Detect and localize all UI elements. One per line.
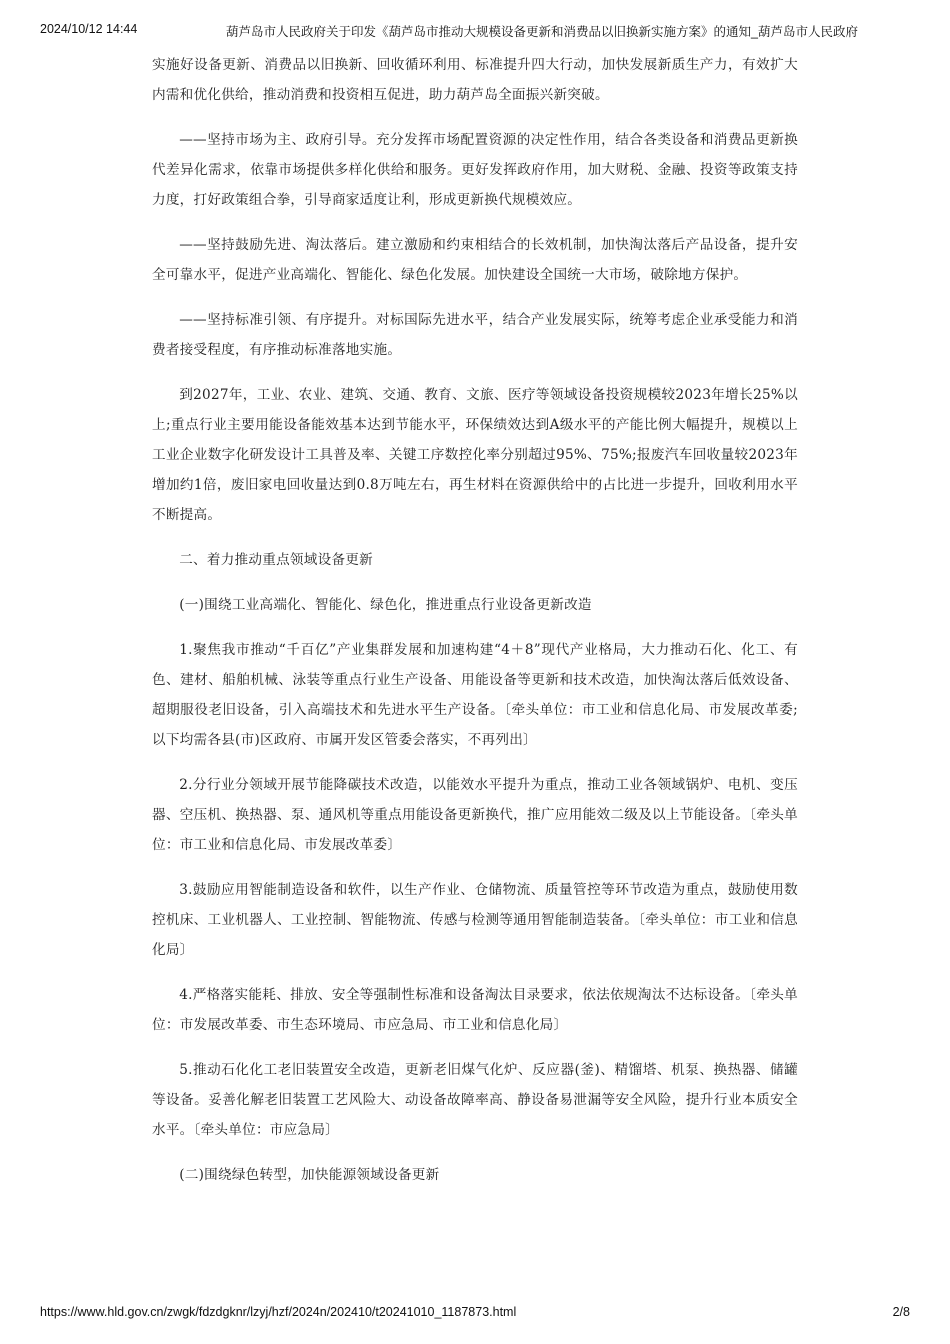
document-body: [152, 50, 798, 1205]
print-datetime: 2024/10/12 14:44: [40, 22, 138, 36]
list-item-1: 1.聚焦我市推动“千百亿”产业集群发展和加速构建“4＋8”现代产业格局，大力推动石化、化工、有色、建材、船舶机械、泳装等重点行业生产设备、用能设备等更新和技术改造，加快淘汰落后低效设备、超期服役老旧设备，引入高端技术和先进水平生产设备。〔牵头单位：市工业和信息化局、市发展改革委;以下均需各县(市)区政府、市属开发区管委会落实，不再列出〕: [152, 642, 798, 748]
list-item-2: 2.分行业分领域开展节能降碳技术改造，以能效水平提升为重点，推动工业各领域锅炉、电机、变压器、空压机、换热器、泵、通风机等重点用能设备更新换代，推广应用能效二级及以上节能设备。〔牵头单位：市工业和信息化局、市发展改革委〕: [152, 777, 798, 853]
paragraph-continuation: 实施好设备更新、消费品以旧换新、回收循环利用、标准提升四大行动，加快发展新质生产力，有效扩大内需和优化供给，推动消费和投资相互促进，助力葫芦岛全面振兴新突破。: [152, 57, 798, 103]
page-url: https://www.hld.gov.cn/zwgk/fdzdgknr/lzyj/hzf/2024n/202410/t20241010_1187873.html: [40, 1305, 517, 1319]
list-item-5: 5.推动石化化工老旧装置安全改造，更新老旧煤气化炉、反应器(釜)、精馏塔、机泵、换热器、储罐等设备。妥善化解老旧装置工艺风险大、动设备故障率高、静设备易泄漏等安全风险，提升行业本质安全水平。〔牵头单位：市应急局〕: [152, 1062, 798, 1138]
list-item-3: 3.鼓励应用智能制造设备和软件，以生产作业、仓储物流、质量管控等环节改造为重点，鼓励使用数控机床、工业机器人、工业控制、智能物流、传感与检测等通用智能制造装备。〔牵头单位：市工业和信息化局〕: [152, 882, 798, 958]
paragraph-goals-2027: 到2027年，工业、农业、建筑、交通、教育、文旅、医疗等领域设备投资规模较2023年增长25%以上;重点行业主要用能设备能效基本达到节能水平，环保绩效达到A级水平的产能比例大幅提升，规模以上工业企业数字化研发设计工具普及率、关键工序数控化率分别超过95%、75%;报废汽车回收量较2023年增加约1倍，废旧家电回收量达到0.8万吨左右，再生材料在资源供给中的占比进一步提升，回收利用水平不断提高。: [152, 387, 798, 523]
print-header: [40, 22, 910, 42]
paragraph-principle-standards: ——坚持标准引领、有序提升。对标国际先进水平，结合产业发展实际，统筹考虑企业承受能力和消费者接受程度，有序推动标准落地实施。: [152, 312, 798, 358]
list-item-4: 4.严格落实能耗、排放、安全等强制性标准和设备淘汰目录要求，依法依规淘汰不达标设备。〔牵头单位：市发展改革委、市生态环境局、市应急局、市工业和信息化局〕: [152, 987, 798, 1033]
paragraph-principle-market: ——坚持市场为主、政府引导。充分发挥市场配置资源的决定性作用，结合各类设备和消费品更新换代差异化需求，依靠市场提供多样化供给和服务。更好发挥政府作用，加大财税、金融、投资等政策支持力度，打好政策组合拳，引导商家适度让利，形成更新换代规模效应。: [152, 132, 798, 208]
page-number: 2/8: [892, 1305, 910, 1319]
print-footer: [40, 1305, 910, 1325]
page-title: 葫芦岛市人民政府关于印发《葫芦岛市推动大规模设备更新和消费品以旧换新实施方案》的通知_葫芦岛市人民政府: [226, 25, 858, 39]
subsection-heading-1: (一)围绕工业高端化、智能化、绿色化，推进重点行业设备更新改造: [179, 597, 592, 613]
subsection-heading-2: (二)围绕绿色转型，加快能源领域设备更新: [179, 1167, 440, 1183]
paragraph-principle-advanced: ——坚持鼓励先进、淘汰落后。建立激励和约束相结合的长效机制，加快淘汰落后产品设备，提升安全可靠水平，促进产业高端化、智能化、绿色化发展。加快建设全国统一大市场，破除地方保护。: [152, 237, 798, 283]
section-heading-2: 二、着力推动重点领域设备更新: [179, 552, 373, 568]
